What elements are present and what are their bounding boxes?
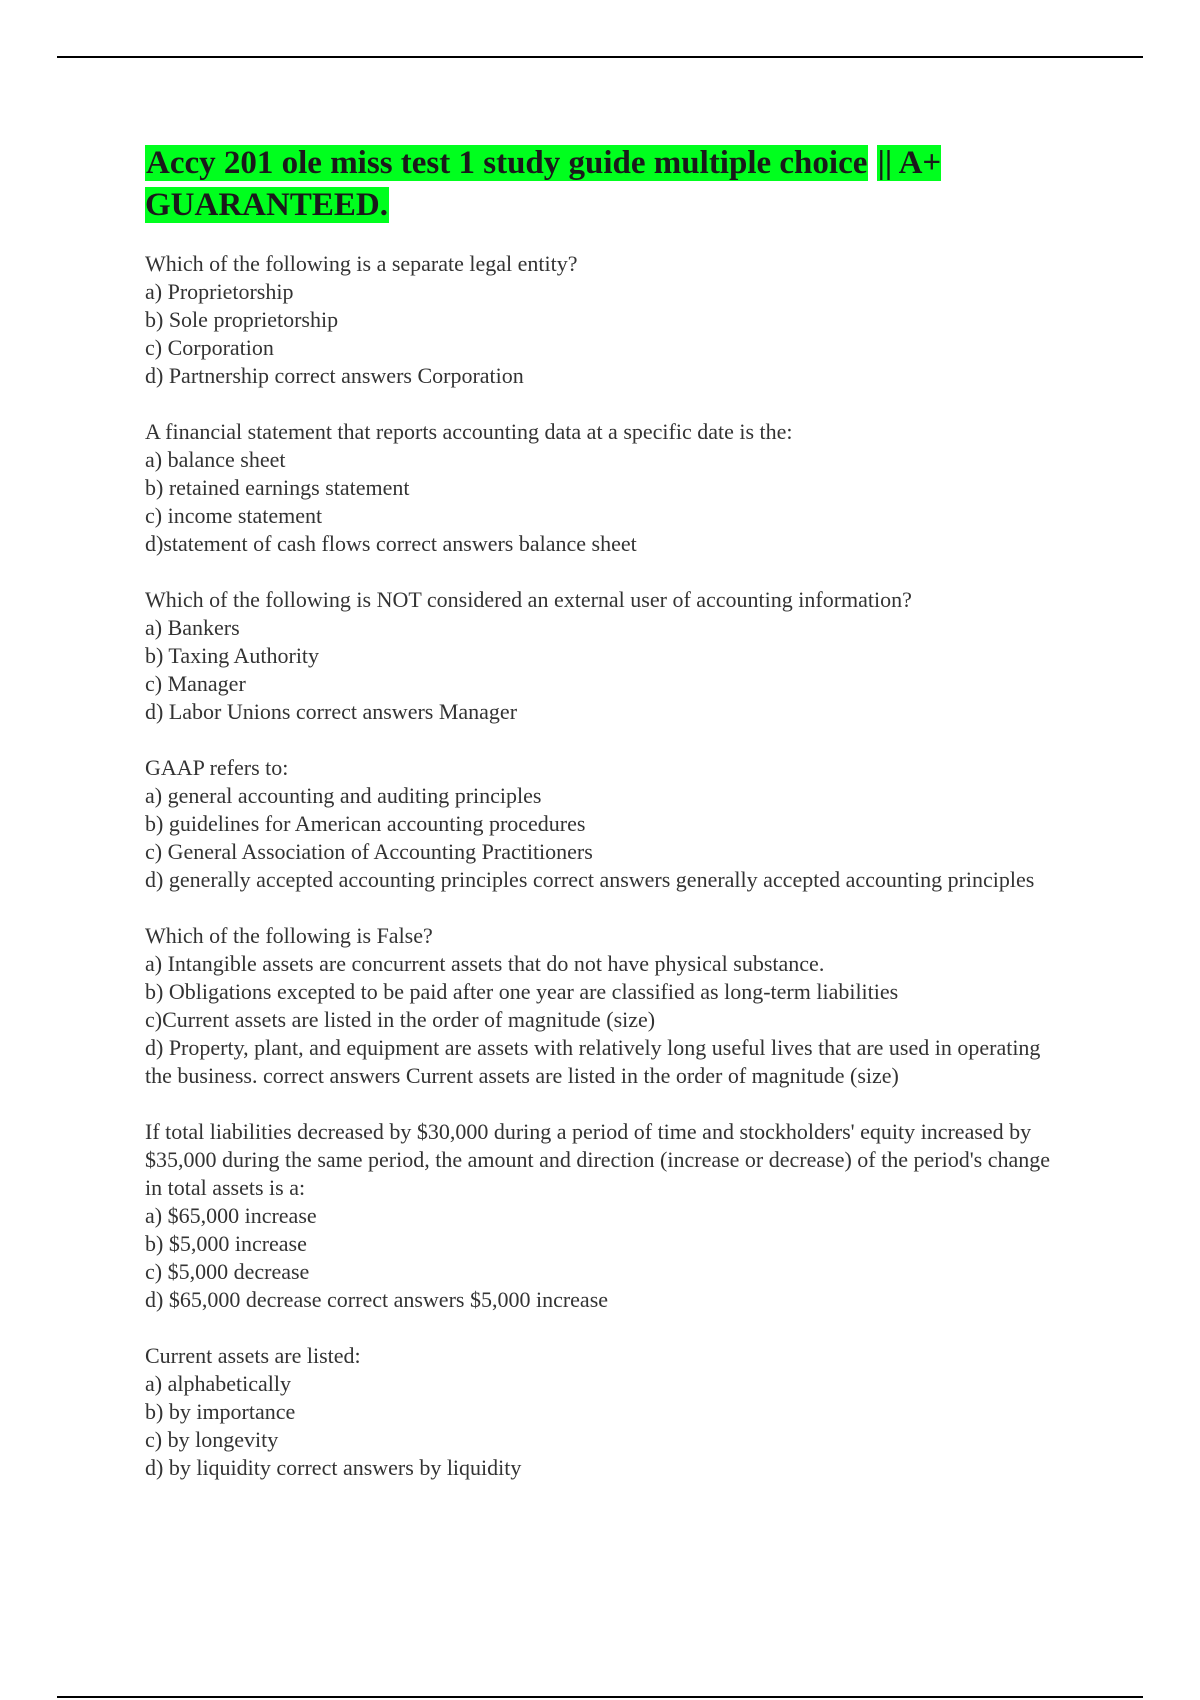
question-2 — [145, 418, 1065, 558]
document-body — [145, 142, 1065, 1510]
title-highlight: Accy 201 ole miss test 1 study guide multiple choice — [146, 145, 868, 181]
question-3 — [145, 586, 1065, 726]
option-a: a) $65,000 increase — [145, 1203, 317, 1228]
option-c: c) income statement — [145, 503, 323, 528]
option-d-with-answer: d) Labor Unions correct answers Manager — [145, 699, 518, 724]
header-rule — [57, 56, 1143, 58]
option-b: b) Obligations excepted to be paid after one year are classified as long-term liabilities — [145, 979, 899, 1004]
option-d-with-answer: d) generally accepted accounting principles correct answers generally accepted accounting principles — [145, 867, 1035, 892]
option-d-with-answer: d)statement of cash flows correct answers balance sheet — [145, 531, 637, 556]
question-6 — [145, 1118, 1065, 1314]
question-text: Which of the following is False? — [145, 923, 433, 948]
option-c: c) Manager — [145, 671, 246, 696]
option-c: c) by longevity — [145, 1427, 279, 1452]
question-5 — [145, 922, 1065, 1090]
option-b: b) retained earnings statement — [145, 475, 410, 500]
option-b: b) guidelines for American accounting procedures — [145, 811, 586, 836]
option-c: c)Current assets are listed in the order of magnitude (size) — [145, 1007, 656, 1032]
question-7 — [145, 1342, 1065, 1482]
option-c: c) General Association of Accounting Practitioners — [145, 839, 593, 864]
option-d-with-answer: d) Partnership correct answers Corporation — [145, 363, 524, 388]
option-c: c) Corporation — [145, 335, 274, 360]
option-a: a) Intangible assets are concurrent assets that do not have physical substance. — [145, 951, 825, 976]
option-b: b) $5,000 increase — [145, 1231, 307, 1256]
question-1 — [145, 250, 1065, 390]
option-b: b) by importance — [145, 1399, 296, 1424]
question-4 — [145, 754, 1065, 894]
option-a: a) balance sheet — [145, 447, 286, 472]
option-a: a) Bankers — [145, 615, 240, 640]
question-text: Which of the following is NOT considered an external user of accounting information? — [145, 587, 912, 612]
option-d-with-answer: d) by liquidity correct answers by liquidity — [145, 1455, 522, 1480]
question-text: A financial statement that reports accounting data at a specific date is the: — [145, 419, 793, 444]
question-text: Current assets are listed: — [145, 1343, 361, 1368]
option-b: b) Sole proprietorship — [145, 307, 339, 332]
option-a: a) alphabetically — [145, 1371, 291, 1396]
option-b: b) Taxing Authority — [145, 643, 320, 668]
document-title — [145, 142, 1065, 226]
option-d-with-answer: d) Property, plant, and equipment are assets with relatively long useful lives that are used in operating the business. correct answers Current assets are listed in the order of magnitude (size) — [145, 1035, 1041, 1088]
option-c: c) $5,000 decrease — [145, 1259, 310, 1284]
footer-rule — [57, 1696, 1143, 1698]
option-a: a) Proprietorship — [145, 279, 294, 304]
option-a: a) general accounting and auditing principles — [145, 783, 542, 808]
question-text: Which of the following is a separate legal entity? — [145, 251, 578, 276]
title-highlight-suffix: || A+ GUARANTEED. — [145, 145, 942, 223]
question-text: If total liabilities decreased by $30,000 during a period of time and stockholders' equity increased by $35,000 during the same period, the amount and direction (increase or decrease) of the period's change in total assets is a: — [145, 1119, 1051, 1200]
question-text: GAAP refers to: — [145, 755, 289, 780]
option-d-with-answer: d) $65,000 decrease correct answers $5,000 increase — [145, 1287, 609, 1312]
